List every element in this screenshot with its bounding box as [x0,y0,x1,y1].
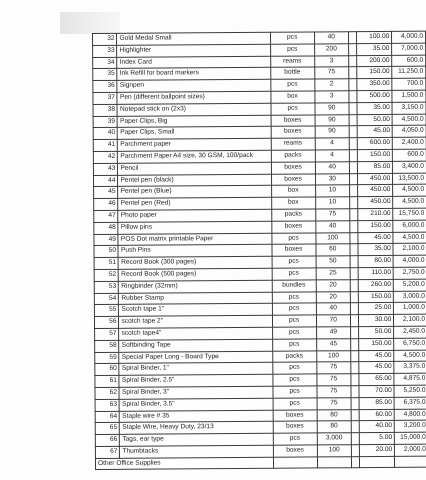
item-description: Staple wire # 35 [120,410,273,423]
row-number: 48 [94,222,119,234]
item-description: Pencil [118,162,271,175]
row-number: 60 [95,364,120,376]
quantity-cell: 4 [315,150,349,162]
unit-cell: pcs [272,268,316,280]
row-number: 50 [94,246,119,258]
total-cell: 4,800.0 [394,409,426,421]
empty-cell [359,456,395,468]
row-number: 62 [95,387,120,399]
spacer-cell [349,67,357,79]
unit-price-cell: 350.00 [356,79,392,91]
spacer-cell [348,32,356,44]
unit-cell: pcs [272,315,316,327]
row-number: 43 [93,163,118,175]
quantity-cell: 200 [314,44,348,56]
unit-price-cell: 80.00 [358,256,394,268]
unit-price-cell: 20.00 [359,444,395,456]
total-cell: 6,375.0 [394,397,426,409]
spacer-cell [350,185,358,197]
row-number: 61 [95,375,120,387]
empty-cell [317,456,351,468]
unit-price-cell: 85.00 [357,161,393,173]
total-cell: 4,000.0 [393,255,426,267]
quantity-cell: 40 [316,303,350,315]
row-number: 32 [93,33,118,45]
unit-cell: boxes [271,174,315,186]
quantity-cell: 10 [315,185,349,197]
unit-price-cell: 150.00 [358,338,394,350]
quantity-cell: 20 [316,279,350,291]
spacer-cell [351,397,359,409]
total-cell: 15,000.0 [395,432,426,444]
row-number: 59 [95,352,120,364]
unit-price-cell: 210.00 [357,208,393,220]
spacer-cell [349,43,357,55]
unit-price-cell: 85.00 [359,397,395,409]
quantity-cell: 4 [315,138,349,150]
quantity-cell: 80 [317,421,351,433]
unit-price-cell: 200.00 [356,55,392,67]
unit-price-cell: 150.00 [356,67,392,79]
quantity-cell: 75 [314,67,348,79]
item-description: Softbinding Tape [119,339,272,352]
spacer-cell [350,303,358,315]
item-description: scotch tape 2" [119,315,272,328]
item-description: Pentel pen (black) [118,174,271,187]
spacer-cell [349,79,357,91]
row-number: 49 [94,234,119,246]
row-number: 37 [93,92,118,104]
total-cell: 2,000.0 [395,444,426,456]
unit-cell: pcs [270,79,314,91]
total-cell: 600.0 [393,149,426,161]
unit-price-cell: 450.00 [357,197,393,209]
unit-price-cell: 100.00 [356,31,392,43]
unit-cell: reams [270,56,314,68]
row-number: 42 [93,151,118,163]
unit-price-cell: 150.00 [357,220,393,232]
unit-price-cell: 150.00 [357,149,393,161]
item-description: Push Pins [118,245,271,258]
total-cell: 4,875.0 [394,373,426,385]
unit-cell: packs [272,350,316,362]
spacer-cell [349,126,357,138]
unit-cell: boxes [273,409,317,421]
total-cell: 2,450.0 [394,326,426,338]
item-description: Spiral Binder, 2.5" [119,374,272,387]
total-cell: 3,400.0 [393,161,426,173]
row-number: 44 [93,175,118,187]
row-number: 66 [95,434,120,446]
item-description: Parchment paper [118,138,271,151]
quantity-cell: 75 [316,362,350,374]
quantity-cell: 40 [315,161,349,173]
item-description: Pen (different ballpoint sizes) [117,91,270,104]
unit-cell: pcs [272,256,316,268]
spacer-cell [349,150,357,162]
quantity-cell: 75 [317,386,351,398]
row-number: 36 [93,81,118,93]
unit-price-cell: 45.00 [358,232,394,244]
row-number: 39 [93,116,118,128]
spacer-cell [350,268,358,280]
spacer-cell [349,173,357,185]
spacer-cell [350,232,358,244]
item-description: Thumbtacks [120,445,273,458]
row-number: 41 [93,139,118,151]
spacer-cell [351,338,359,350]
total-cell: 600.0 [392,55,426,67]
quantity-cell: 60 [316,244,350,256]
total-cell: 3,150.0 [392,102,426,114]
row-number: 38 [93,104,118,116]
unit-cell: pcs [270,32,314,44]
item-description: Staple Wire, Heavy Duty, 23/13 [120,422,273,435]
total-cell: 11,250.0 [392,67,426,79]
unit-cell: boxes [271,115,315,127]
spacer-cell [350,209,358,221]
total-cell: 6,750.0 [394,338,426,350]
quantity-cell: 90 [315,126,349,138]
total-cell: 4,500.0 [394,350,426,362]
row-number: 57 [95,328,120,340]
unit-cell: boxes [271,162,315,174]
quantity-cell: 90 [315,114,349,126]
spacer-cell [349,91,357,103]
quantity-cell: 20 [316,291,350,303]
spacer-cell [349,161,357,173]
quantity-cell: 40 [315,220,349,232]
quantity-cell: 100 [315,232,349,244]
total-cell: 2,750.0 [393,267,426,279]
unit-price-cell: 450.00 [357,185,393,197]
total-cell: 6,000.0 [393,220,426,232]
unit-cell: packs [271,150,315,162]
item-description: Record Book (300 pages) [119,256,272,269]
item-description: Ringbinder (32mm) [119,280,272,293]
total-cell: 4,500.0 [393,185,426,197]
quantity-cell: 2 [314,79,348,91]
unit-cell: boxes [273,421,317,433]
unit-price-cell: 450.00 [357,173,393,185]
unit-price-cell: 50.00 [357,114,393,126]
spacer-cell [349,138,357,150]
total-cell: 4,050.0 [392,126,426,138]
spacer-cell [349,102,357,114]
quantity-cell: 100 [317,445,351,457]
row-number: 55 [94,305,119,317]
item-description: Paper Clips, Small [118,127,271,140]
item-description: Signpen [117,79,270,92]
unit-cell: pcs [271,232,315,244]
row-number: 40 [93,128,118,140]
row-number: 65 [95,423,120,435]
total-cell: 2,100.0 [394,314,426,326]
quantity-cell: 70 [316,315,350,327]
unit-cell: boxes [273,445,317,457]
unit-price-cell: 25.00 [358,303,394,315]
row-number: 33 [93,45,118,57]
spacer-cell [351,445,359,457]
item-description: Gold Medal Small [117,32,270,45]
row-number: 46 [94,198,119,210]
spacer-cell [349,114,357,126]
unit-price-cell: 35.00 [357,102,393,114]
quantity-cell: 90 [315,102,349,114]
empty-cell [395,456,426,468]
empty-cell [273,457,317,469]
item-description: Tags, ear type [120,433,273,446]
quantity-cell: 10 [315,197,349,209]
quantity-cell: 100 [316,350,350,362]
item-description: Spiral Binder, 3.5" [120,398,273,411]
total-cell: 4,500.0 [393,232,426,244]
row-number: 67 [95,446,120,458]
total-cell: 15,750.0 [393,208,426,220]
unit-cell: box [270,91,314,103]
item-description: scotch tape4" [119,327,272,340]
row-number: 34 [93,57,118,69]
quantity-cell: 40 [314,32,348,44]
item-description: Special Paper Long - Board Type [119,351,272,364]
row-number: 53 [94,281,119,293]
item-description: Scotch tape 1" [119,304,272,317]
unit-price-cell: 45.00 [357,126,393,138]
total-cell: 5,200.0 [394,279,426,291]
unit-price-cell: 70.00 [359,385,395,397]
total-cell: 1,000.0 [394,302,426,314]
unit-cell: pcs [272,291,316,303]
unit-cell: boxes [272,244,316,256]
unit-cell: bottle [270,67,314,79]
quantity-cell: 3 [314,91,348,103]
unit-cell: boxes [271,126,315,138]
spacer-cell [350,291,358,303]
item-description: Ink Refill for board markers [117,68,270,81]
scan-shadow [60,12,120,34]
item-description: Pentel pen (Blue) [118,186,271,199]
spacer-cell [350,244,358,256]
unit-cell: bundles [272,280,316,292]
item-description: Rubber Stamp [119,292,272,305]
row-number: 54 [94,293,119,305]
quantity-cell: 3,000 [317,433,351,445]
item-description: Paper Clips, Big [118,115,271,128]
quantity-cell: 50 [316,256,350,268]
spacer-cell [350,256,358,268]
unit-price-cell: 35.00 [358,244,394,256]
unit-price-cell: 35.00 [356,43,392,55]
item-description: Record Book (500 pages) [119,268,272,281]
spacer-cell [351,374,359,386]
spacer-cell [350,279,358,291]
unit-cell: pcs [272,374,316,386]
unit-cell: pcs [273,433,317,445]
spacer-cell [351,386,359,398]
quantity-cell: 80 [317,409,351,421]
unit-cell: pcs [273,398,317,410]
total-cell: 3,200.0 [395,420,426,432]
spacer-cell [351,350,359,362]
row-number: 58 [95,340,120,352]
unit-cell: reams [271,138,315,150]
spacer-cell [350,197,358,209]
total-cell: 2,400.0 [393,137,426,149]
total-cell: 7,000.0 [392,43,426,55]
unit-price-cell: 40.00 [359,421,395,433]
quantity-cell: 3 [314,55,348,67]
quantity-cell: 75 [317,397,351,409]
unit-cell: pcs [272,339,316,351]
row-number: 56 [94,316,119,328]
unit-price-cell: 50.00 [358,326,394,338]
unit-price-cell: 260.00 [358,279,394,291]
item-description: Notepad stick on (2x3) [117,103,270,116]
row-number: 51 [94,257,119,269]
row-number: 47 [94,210,119,222]
item-description: POS Dot matrix printable Paper [118,233,271,246]
item-description: Highlighter [117,44,270,57]
item-description: Pillow pins [118,221,271,234]
spacer-cell [351,421,359,433]
spacer-cell [349,55,357,67]
unit-cell: pcs [271,103,315,115]
item-description: Parchment Paper A4 size, 30 GSM, 100/pack [118,150,271,163]
unit-cell: boxes [271,221,315,233]
unit-price-cell: 110.00 [358,267,394,279]
row-number: 52 [94,269,119,281]
quantity-cell: 25 [316,268,350,280]
row-number: 64 [95,411,120,423]
unit-price-cell: 60.00 [359,409,395,421]
item-description: Spiral Binder, 3" [119,386,272,399]
total-cell: 2,100.0 [393,244,426,256]
unit-price-cell: 45.00 [358,362,394,374]
table-row [95,456,426,470]
item-description: Photo paper [118,209,271,222]
unit-cell: pcs [272,362,316,374]
total-cell: 4,000.0 [392,31,426,43]
unit-cell: pcs [273,386,317,398]
item-description: Spiral Binder, 1" [119,363,272,376]
unit-price-cell: 45.00 [358,350,394,362]
supplies-table [92,31,426,471]
total-cell: 700.0 [392,78,426,90]
unit-cell: packs [271,209,315,221]
total-cell: 4,500.0 [393,196,426,208]
total-cell: 3,000.0 [394,291,426,303]
empty-cell [351,456,359,468]
total-cell: 3,375.0 [394,361,426,373]
unit-price-cell: 65.00 [359,374,395,386]
row-number: 45 [94,187,119,199]
unit-price-cell: 5.00 [359,432,395,444]
unit-cell: box [271,197,315,209]
quantity-cell: 30 [315,173,349,185]
spacer-cell [351,327,359,339]
total-cell: 13,500.0 [393,173,426,185]
quantity-cell: 75 [316,374,350,386]
spacer-cell [351,433,359,445]
unit-cell: pcs [272,303,316,315]
spacer-cell [351,362,359,374]
quantity-cell: 45 [316,338,350,350]
section-label: Other Office Supplies [95,457,273,470]
item-description: Pentel pen (Red) [118,197,271,210]
unit-cell: pcs [272,327,316,339]
total-cell: 5,250.0 [394,385,426,397]
item-description: Index Card [117,56,270,69]
unit-price-cell: 150.00 [358,291,394,303]
spacer-cell [350,220,358,232]
row-number: 63 [95,399,120,411]
unit-price-cell: 600.00 [357,138,393,150]
total-cell: 1,500.0 [392,90,426,102]
unit-price-cell: 500.00 [357,90,393,102]
spacer-cell [350,315,358,327]
unit-cell: pcs [270,44,314,56]
quantity-cell: 75 [315,209,349,221]
unit-price-cell: 30.00 [358,315,394,327]
spacer-cell [351,409,359,421]
unit-cell: box [271,185,315,197]
total-cell: 4,500.0 [392,114,426,126]
quantity-cell: 49 [316,327,350,339]
row-number: 35 [93,69,118,81]
